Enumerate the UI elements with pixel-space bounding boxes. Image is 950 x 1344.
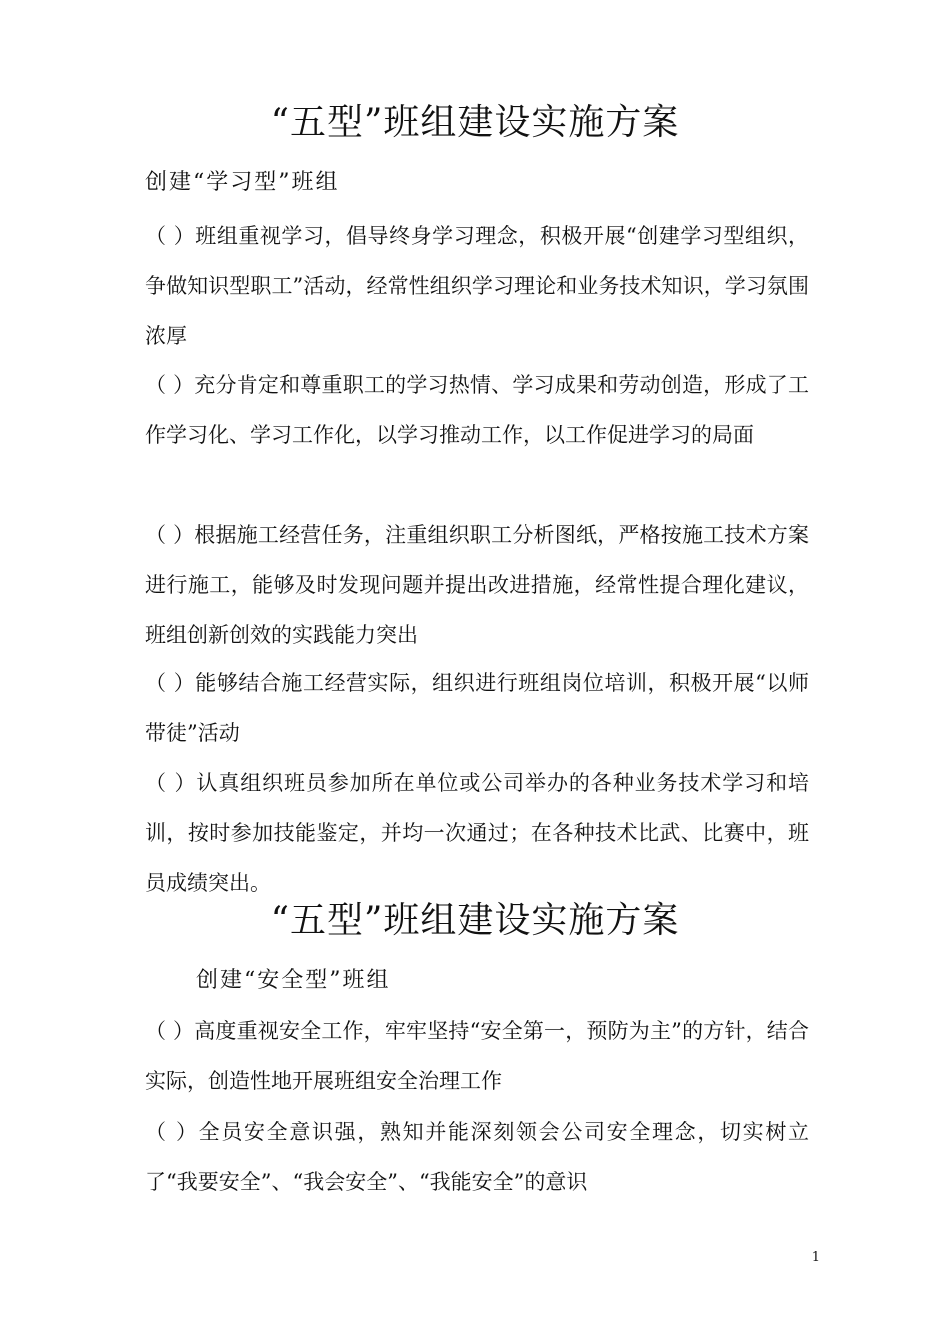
page-number: 1 xyxy=(811,1250,820,1265)
paragraph: （ ）认真组织班员参加所在单位或公司举办的各种业务技术学习和培训，按时参加技能鉴定，并均一次通过；在各种技术比武、比赛中，班员成绩突出。 xyxy=(145,771,809,895)
paragraph: （ ）充分肯定和尊重职工的学习热情、学习成果和劳动创造，形成了工作学习化、学习工作化，以学习推动工作，以工作促进学习的局面 xyxy=(145,373,809,447)
paragraph: （ ）能够结合施工经营实际，组织进行班组岗位培训，积极开展“以师带徒”活动 xyxy=(145,671,809,745)
document-title: “五型”班组建设实施方案 xyxy=(270,102,680,143)
paragraph: （ ）班组重视学习，倡导终身学习理念，积极开展“创建学习型组织，争做知识型职工”活动，经常性组织学习理论和业务技术知识，学习氛围浓厚 xyxy=(145,224,809,348)
paragraph: （ ）全员安全意识强，熟知并能深刻领会公司安全理念，切实树立了“我要安全”、“我会安全”、“我能安全”的意识 xyxy=(145,1120,809,1194)
paragraph: （ ）高度重视安全工作，牢牢坚持“安全第一，预防为主”的方针，结合实际，创造性地开展班组安全治理工作 xyxy=(145,1019,809,1093)
section-heading-safety: 创建“安全型”班组 xyxy=(196,968,391,993)
section-heading-learning: 创建“学习型”班组 xyxy=(145,170,340,195)
paragraph: （ ）根据施工经营任务，注重组织职工分析图纸，严格按施工技术方案进行施工，能够及时发现问题并提出改进措施，经常性提合理化建议，班组创新创效的实践能力突出 xyxy=(145,523,809,647)
document-title-repeat: “五型”班组建设实施方案 xyxy=(270,900,680,941)
